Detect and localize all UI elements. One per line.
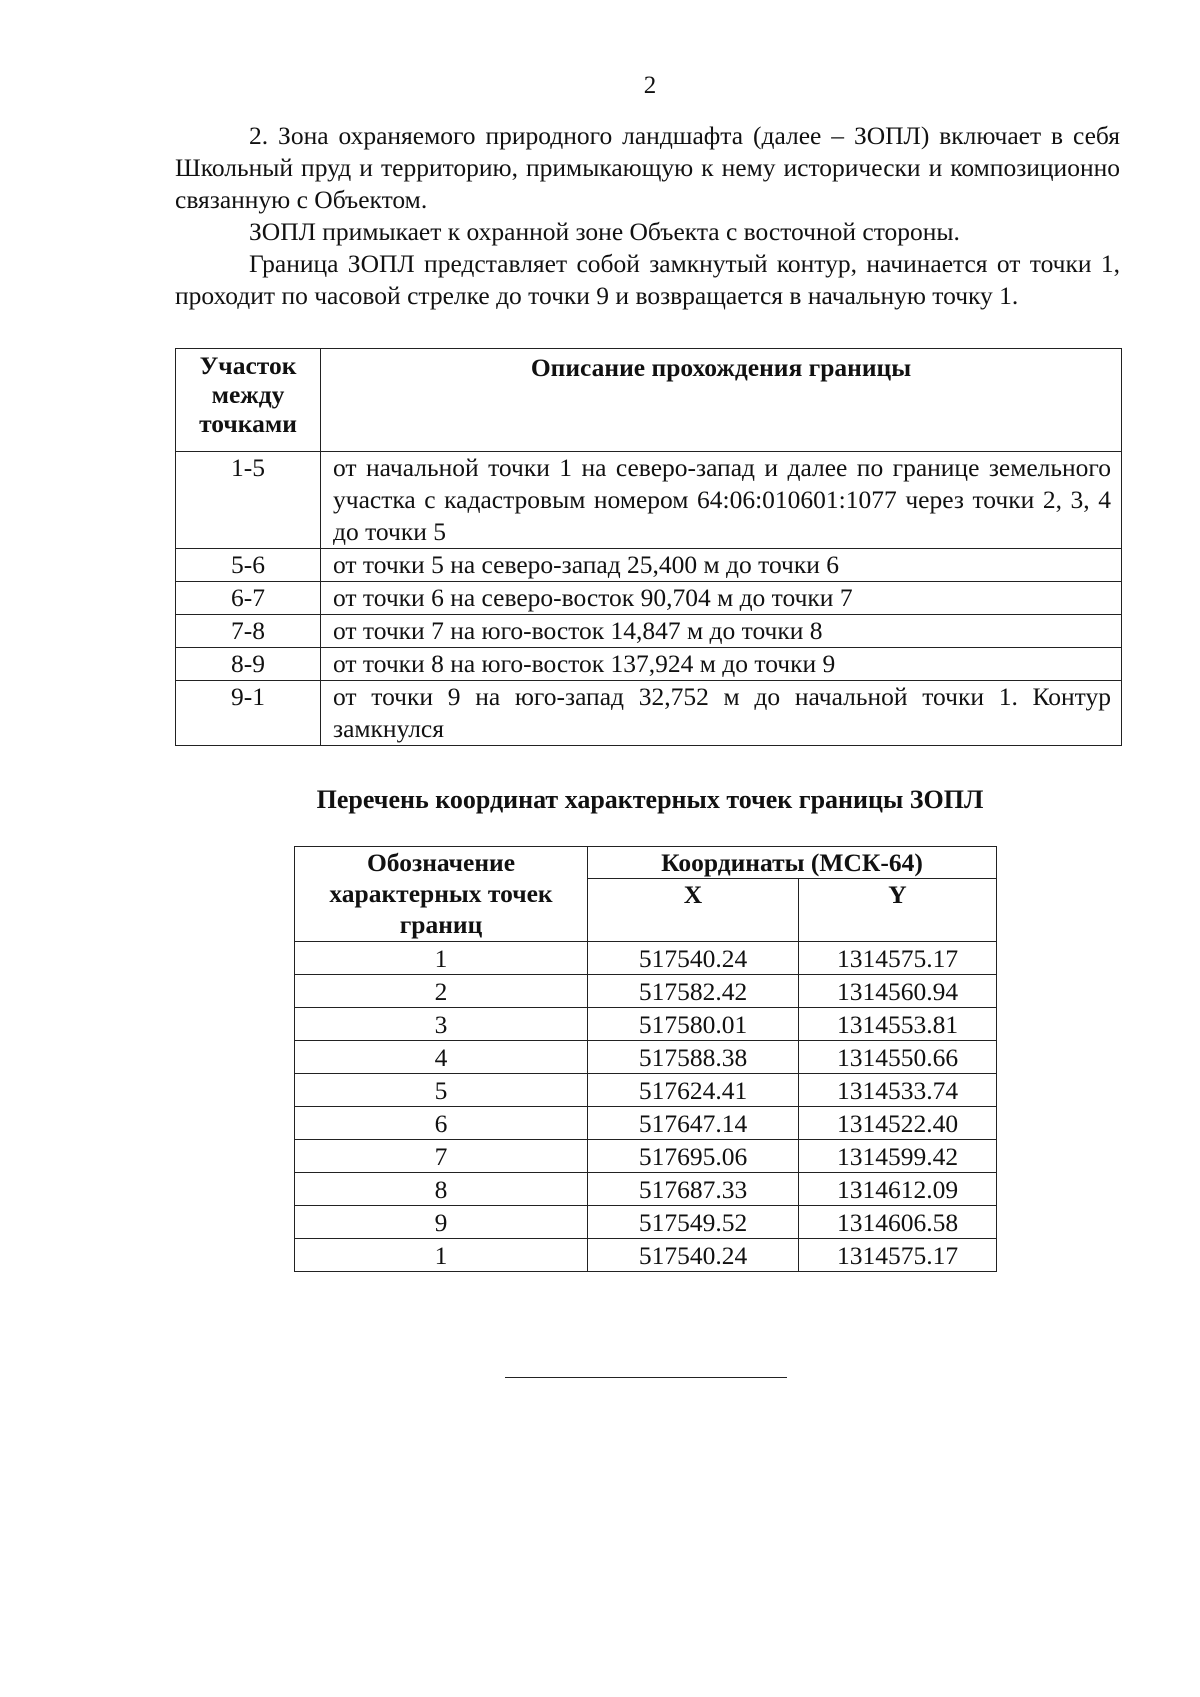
table-row [176,549,1122,582]
description-cell: от начальной точки 1 на северо-запад и далее по границе земельного участка с кадастровым номером 64:06:010601:1077 через точки 2, 3, 4 до точки 5 [321,452,1122,549]
table-row [176,648,1122,681]
y-cell: 1314553.81 [799,1008,997,1041]
point-cell: 5 [295,1074,588,1107]
description-cell: от точки 6 на северо-восток 90,704 м до точки 7 [321,582,1122,615]
point-cell: 6 [295,1107,588,1140]
table-row [295,942,997,975]
point-cell: 3 [295,1008,588,1041]
segment-cell: 8-9 [176,648,321,681]
y-cell: 1314575.17 [799,942,997,975]
description-cell: от точки 9 на юго-запад 32,752 м до начальной точки 1. Контур замкнулся [321,681,1122,746]
table-row [295,1140,997,1173]
table-row [295,1239,997,1272]
x-cell: 517580.01 [588,1008,799,1041]
description-cell: от точки 5 на северо-запад 25,400 м до точки 6 [321,549,1122,582]
paragraph-zone-definition [175,120,1120,216]
table-row [295,1041,997,1074]
y-cell: 1314533.74 [799,1074,997,1107]
y-cell: 1314575.17 [799,1239,997,1272]
y-cell: 1314599.42 [799,1140,997,1173]
column-header-description: Описание прохождения границы [321,349,1122,452]
x-cell: 517687.33 [588,1173,799,1206]
y-cell: 1314550.66 [799,1041,997,1074]
x-cell: 517540.24 [588,1239,799,1272]
column-header-point: Обозначение характерных точек границ [295,847,588,942]
end-of-document-rule [505,1377,787,1378]
table-row [295,975,997,1008]
segment-cell: 5-6 [176,549,321,582]
paragraph-boundary-contour-text: Граница ЗОПЛ представляет собой замкнутый контур, начинается от точки 1, проходит по часовой стрелке до точки 9 и возвращается в начальную точку 1. [175,249,1120,310]
point-cell: 9 [295,1206,588,1239]
table-row [295,1173,997,1206]
x-cell: 517549.52 [588,1206,799,1239]
column-header-x: X [588,879,799,942]
coordinate-list-title: Перечень координат характерных точек границы ЗОПЛ [316,785,984,814]
x-cell: 517588.38 [588,1041,799,1074]
segment-cell: 1-5 [176,452,321,549]
point-cell: 2 [295,975,588,1008]
boundary-description-table [175,348,1122,746]
segment-cell: 7-8 [176,615,321,648]
x-cell: 517647.14 [588,1107,799,1140]
table-header-row [176,349,1122,452]
x-cell: 517540.24 [588,942,799,975]
segment-cell: 9-1 [176,681,321,746]
x-cell: 517582.42 [588,975,799,1008]
paragraph-zone-adjacency: ЗОПЛ примыкает к охранной зоне Объекта с восточной стороны. [249,217,960,246]
coordinates-table [294,846,997,1272]
table-row [295,1074,997,1107]
point-cell: 8 [295,1173,588,1206]
y-cell: 1314612.09 [799,1173,997,1206]
table-header-row [295,847,997,879]
column-header-segment: Участок между точками [176,349,321,452]
column-header-coordinates: Координаты (МСК-64) [588,847,997,879]
table-row [176,615,1122,648]
y-cell: 1314606.58 [799,1206,997,1239]
point-cell: 1 [295,942,588,975]
y-cell: 1314522.40 [799,1107,997,1140]
description-cell: от точки 7 на юго-восток 14,847 м до точки 8 [321,615,1122,648]
segment-cell: 6-7 [176,582,321,615]
point-cell: 4 [295,1041,588,1074]
x-cell: 517624.41 [588,1074,799,1107]
description-cell: от точки 8 на юго-восток 137,924 м до точки 9 [321,648,1122,681]
point-cell: 1 [295,1239,588,1272]
table-row [176,681,1122,746]
table-row [176,452,1122,549]
x-cell: 517695.06 [588,1140,799,1173]
table-row [295,1206,997,1239]
column-header-y: Y [799,879,997,942]
table-row [176,582,1122,615]
paragraph-boundary-contour [175,248,1120,312]
page-number: 2 [643,72,657,99]
point-cell: 7 [295,1140,588,1173]
y-cell: 1314560.94 [799,975,997,1008]
paragraph-zone-definition-text: 2. Зона охраняемого природного ландшафта (далее – ЗОПЛ) включает в себя Школьный пруд и территорию, примыкающую к нему исторически и композиционно связанную с Объектом. [175,121,1120,214]
table-row [295,1107,997,1140]
table-row [295,1008,997,1041]
